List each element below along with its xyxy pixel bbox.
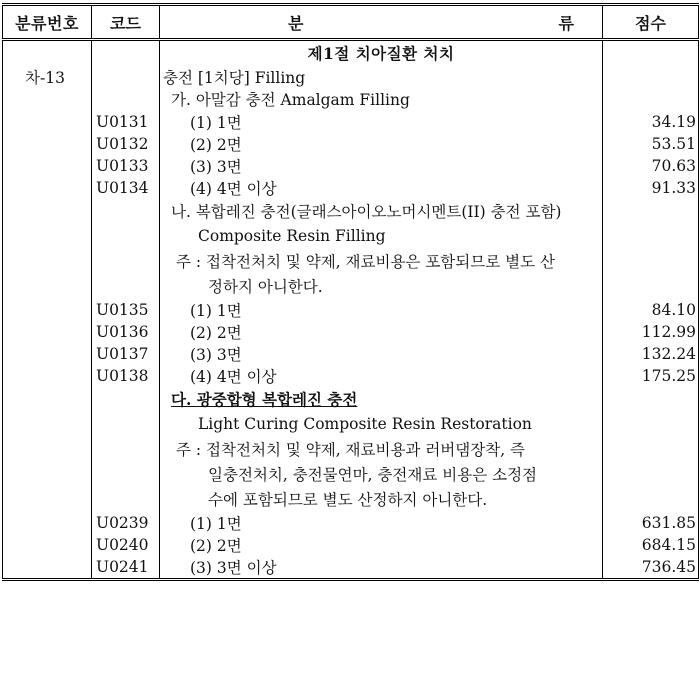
category-class-number: 차-13 — [3, 66, 92, 88]
header-code: 코드 — [92, 5, 160, 40]
row-score: 736.45 — [603, 556, 699, 580]
table-row — [3, 177, 699, 199]
composite-note-line2: 정하지 아니한다. — [160, 274, 603, 299]
row-label: (2) 2면 — [160, 534, 603, 556]
composite-note-row — [3, 274, 699, 299]
table-row — [3, 111, 699, 133]
composite-title-row — [3, 199, 699, 224]
row-code: U0132 — [92, 133, 160, 155]
amalgam-title-row — [3, 88, 699, 111]
row-score: 132.24 — [603, 343, 699, 365]
row-code: U0137 — [92, 343, 160, 365]
composite-subtitle-row — [3, 224, 699, 249]
category-row — [3, 66, 699, 88]
header-classification — [160, 5, 603, 40]
light-curing-note-row — [3, 462, 699, 487]
header-class-number: 분류번호 — [3, 5, 92, 40]
row-score: 84.10 — [603, 299, 699, 321]
row-label: (1) 1면 — [160, 512, 603, 534]
row-code: U0239 — [92, 512, 160, 534]
row-score: 70.63 — [603, 155, 699, 177]
row-code: U0134 — [92, 177, 160, 199]
light-curing-subtitle: Light Curing Composite Resin Restoration — [160, 412, 603, 437]
row-score: 684.15 — [603, 534, 699, 556]
row-label: (3) 3면 — [160, 155, 603, 177]
composite-note-line1: 주 : 접착전처치 및 약제, 재료비용은 포함되므로 별도 산 — [160, 249, 603, 274]
table-row — [3, 365, 699, 387]
composite-note-row — [3, 249, 699, 274]
row-code: U0138 — [92, 365, 160, 387]
table-header-row — [3, 5, 699, 40]
table-row — [3, 556, 699, 580]
light-curing-note-line1: 주 : 접착전처치 및 약제, 재료비용과 러버댐장착, 즉 — [160, 437, 603, 462]
light-curing-note-line2: 일충전처치, 충전물연마, 충전재료 비용은 소정점 — [160, 462, 603, 487]
header-classification-left: 분 — [288, 13, 304, 33]
row-code: U0241 — [92, 556, 160, 580]
header-score: 점수 — [603, 5, 699, 40]
row-label: (2) 2면 — [160, 321, 603, 343]
row-label: (1) 1면 — [160, 111, 603, 133]
light-curing-subtitle-row — [3, 412, 699, 437]
row-score: 91.33 — [603, 177, 699, 199]
light-curing-title-row — [3, 387, 699, 412]
table-row — [3, 133, 699, 155]
table-row — [3, 512, 699, 534]
table-row — [3, 299, 699, 321]
table-row — [3, 343, 699, 365]
row-label: (3) 3면 — [160, 343, 603, 365]
category-label: 충전 [1치당] Filling — [160, 66, 603, 88]
row-label: (4) 4면 이상 — [160, 365, 603, 387]
light-curing-note-row — [3, 437, 699, 462]
row-code: U0240 — [92, 534, 160, 556]
section-title-row — [3, 40, 699, 66]
amalgam-title: 가. 아말감 충전 Amalgam Filling — [160, 88, 603, 111]
row-score: 631.85 — [603, 512, 699, 534]
row-code: U0136 — [92, 321, 160, 343]
light-curing-note-row — [3, 487, 699, 512]
table-row — [3, 534, 699, 556]
composite-subtitle: Composite Resin Filling — [160, 224, 603, 249]
light-curing-title — [160, 387, 603, 412]
table-row — [3, 155, 699, 177]
table-row — [3, 321, 699, 343]
row-score: 112.99 — [603, 321, 699, 343]
row-label: (1) 1면 — [160, 299, 603, 321]
fee-schedule-table — [2, 3, 699, 581]
header-classification-right: 류 — [558, 13, 574, 33]
row-score: 34.19 — [603, 111, 699, 133]
row-label: (2) 2면 — [160, 133, 603, 155]
composite-title: 나. 복합레진 충전(글래스아이오노머시멘트(II) 충전 포함) — [160, 199, 603, 224]
row-score: 175.25 — [603, 365, 699, 387]
section-title: 제1절 치아질환 처치 — [160, 40, 603, 66]
row-label: (4) 4면 이상 — [160, 177, 603, 199]
light-curing-title-text: 다. 광중합형 복합레진 충전 — [171, 390, 358, 409]
row-score: 53.51 — [603, 133, 699, 155]
row-label: (3) 3면 이상 — [160, 556, 603, 580]
row-code: U0135 — [92, 299, 160, 321]
light-curing-note-line3: 수에 포함되므로 별도 산정하지 아니한다. — [160, 487, 603, 512]
row-code: U0133 — [92, 155, 160, 177]
row-code: U0131 — [92, 111, 160, 133]
